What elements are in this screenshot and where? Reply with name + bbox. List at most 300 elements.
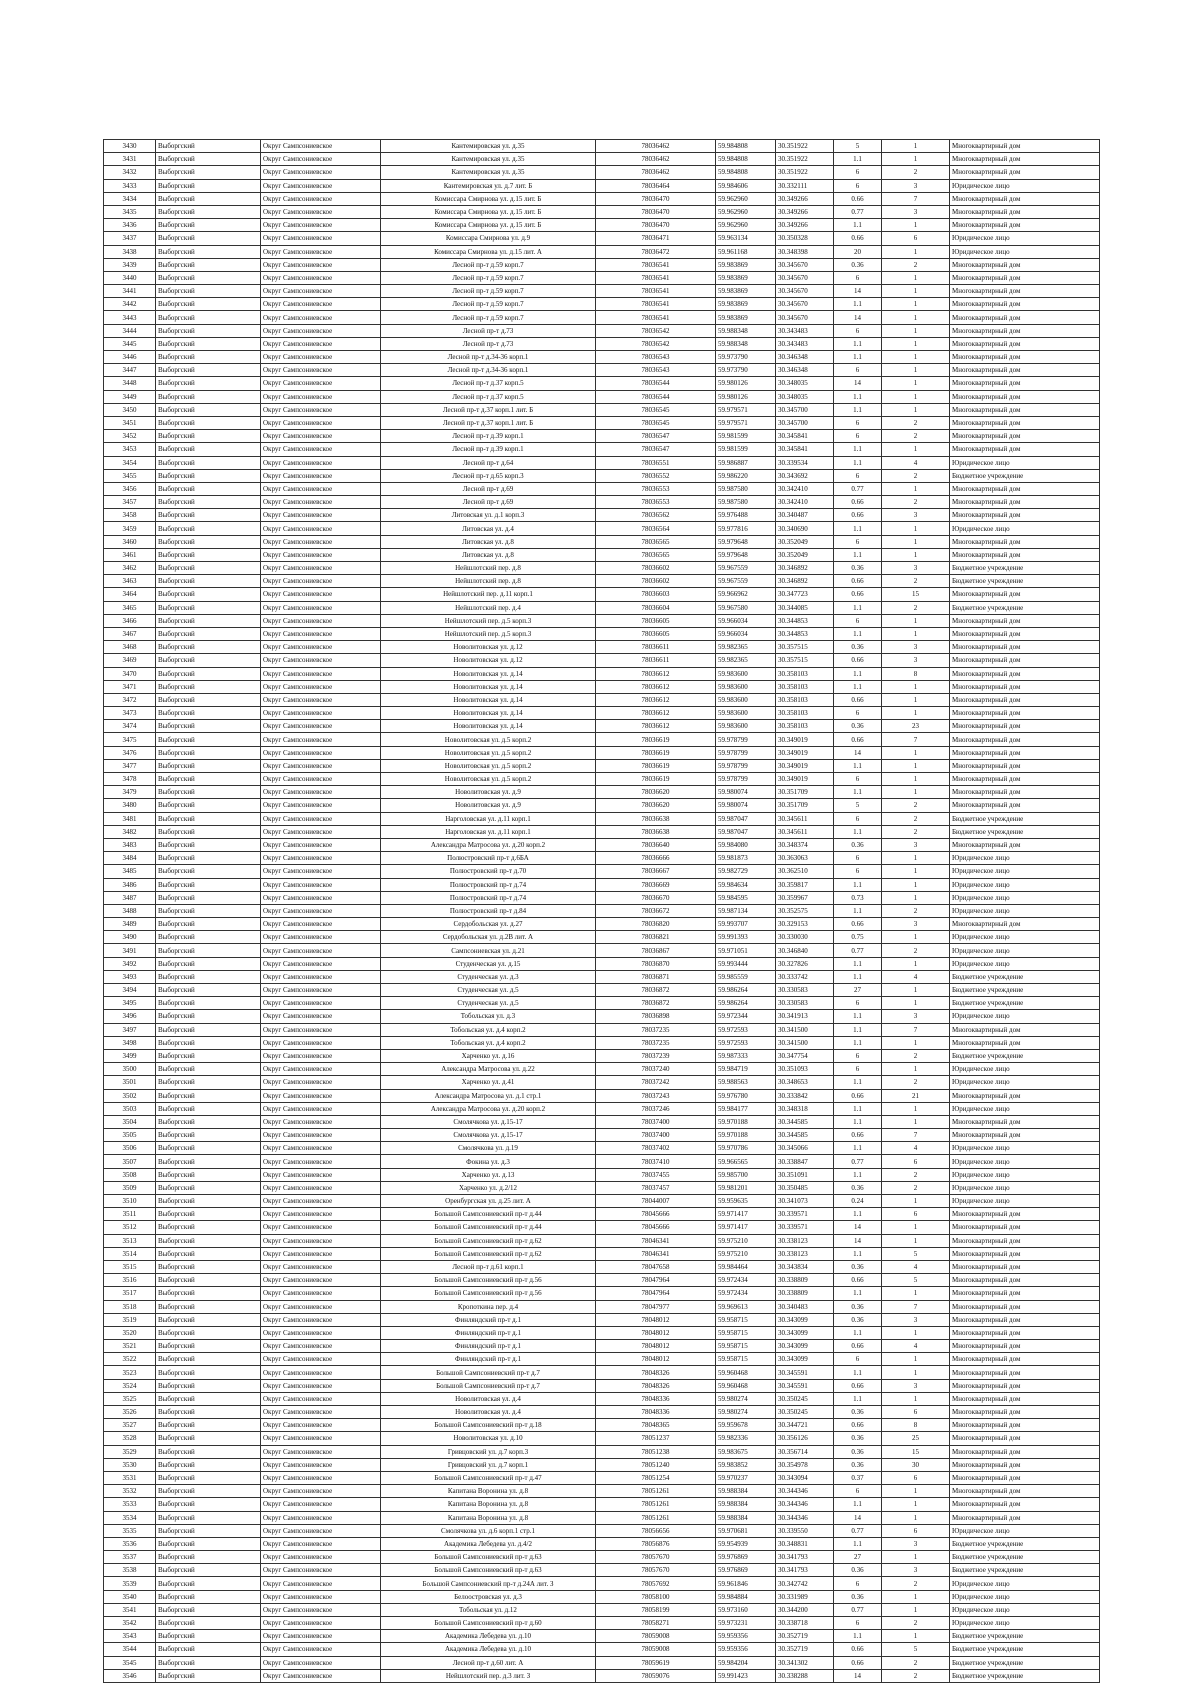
container-volume-cell: 6 <box>834 1353 882 1366</box>
latitude-cell: 59.972434 <box>716 1274 776 1287</box>
table-row <box>104 1326 1100 1339</box>
municipal-district-cell: Округ Сампсониевское <box>261 1195 381 1208</box>
container-volume-cell: 14 <box>834 1511 882 1524</box>
container-volume-cell: 0.75 <box>834 931 882 944</box>
object-type-cell: Многоквартирный дом <box>950 1247 1100 1260</box>
container-count-cell: 1 <box>882 245 950 258</box>
container-volume-cell: 0.37 <box>834 1471 882 1484</box>
latitude-cell: 59.988563 <box>716 1076 776 1089</box>
row-number-cell: 3461 <box>104 548 156 561</box>
table-row <box>104 1577 1100 1590</box>
object-type-cell: Многоквартирный дом <box>950 1419 1100 1432</box>
district-cell: Выборгский <box>156 245 261 258</box>
object-type-cell: Бюджетное учреждение <box>950 601 1100 614</box>
district-cell: Выборгский <box>156 179 261 192</box>
container-count-cell: 2 <box>882 258 950 271</box>
latitude-cell: 59.980126 <box>716 390 776 403</box>
row-number-cell: 3485 <box>104 865 156 878</box>
table-row <box>104 654 1100 667</box>
municipal-district-cell: Округ Сампсониевское <box>261 324 381 337</box>
longitude-cell: 30.345841 <box>776 443 834 456</box>
table-row <box>104 496 1100 509</box>
container-volume-cell: 6 <box>834 1577 882 1590</box>
table-row <box>104 931 1100 944</box>
container-volume-cell: 0.66 <box>834 1129 882 1142</box>
longitude-cell: 30.342410 <box>776 496 834 509</box>
district-cell: Выборгский <box>156 509 261 522</box>
district-cell: Выборгский <box>156 1537 261 1550</box>
object-type-cell: Многоквартирный дом <box>950 1340 1100 1353</box>
district-cell: Выборгский <box>156 1353 261 1366</box>
district-cell: Выборгский <box>156 575 261 588</box>
row-number-cell: 3448 <box>104 377 156 390</box>
district-cell: Выборгский <box>156 1432 261 1445</box>
municipal-district-cell: Округ Сампсониевское <box>261 364 381 377</box>
row-number-cell: 3529 <box>104 1445 156 1458</box>
object-code-cell: 78036612 <box>596 707 716 720</box>
container-count-cell: 1 <box>882 403 950 416</box>
object-type-cell: Многоквартирный дом <box>950 1274 1100 1287</box>
address-cell: Большой Сампсониевский пр-т д.63 <box>381 1551 596 1564</box>
row-number-cell: 3443 <box>104 311 156 324</box>
object-type-cell: Многоквартирный дом <box>950 667 1100 680</box>
row-number-cell: 3523 <box>104 1366 156 1379</box>
district-cell: Выборгский <box>156 1260 261 1273</box>
object-type-cell: Многоквартирный дом <box>950 1234 1100 1247</box>
row-number-cell: 3488 <box>104 904 156 917</box>
object-code-cell: 78045666 <box>596 1221 716 1234</box>
container-volume-cell: 1.1 <box>834 1326 882 1339</box>
container-count-cell: 5 <box>882 1274 950 1287</box>
municipal-district-cell: Округ Сампсониевское <box>261 1458 381 1471</box>
records-table <box>103 139 1100 1683</box>
table-row <box>104 1551 1100 1564</box>
district-cell: Выборгский <box>156 1274 261 1287</box>
container-count-cell: 4 <box>882 456 950 469</box>
district-cell: Выборгский <box>156 588 261 601</box>
container-count-cell: 1 <box>882 377 950 390</box>
table-row <box>104 1155 1100 1168</box>
longitude-cell: 30.343099 <box>776 1353 834 1366</box>
table-row <box>104 522 1100 535</box>
municipal-district-cell: Округ Сампсониевское <box>261 509 381 522</box>
district-cell: Выборгский <box>156 232 261 245</box>
longitude-cell: 30.347754 <box>776 1049 834 1062</box>
container-volume-cell: 0.66 <box>834 733 882 746</box>
object-type-cell: Многоквартирный дом <box>950 1511 1100 1524</box>
latitude-cell: 59.958715 <box>716 1340 776 1353</box>
longitude-cell: 30.338809 <box>776 1274 834 1287</box>
object-type-cell: Многоквартирный дом <box>950 430 1100 443</box>
longitude-cell: 30.344085 <box>776 601 834 614</box>
container-count-cell: 3 <box>882 1010 950 1023</box>
longitude-cell: 30.343483 <box>776 324 834 337</box>
container-volume-cell: 1.1 <box>834 904 882 917</box>
container-volume-cell: 1.1 <box>834 219 882 232</box>
row-number-cell: 3478 <box>104 773 156 786</box>
table-row <box>104 562 1100 575</box>
object-type-cell: Многоквартирный дом <box>950 443 1100 456</box>
object-code-cell: 78036551 <box>596 456 716 469</box>
row-number-cell: 3486 <box>104 878 156 891</box>
municipal-district-cell: Округ Сампсониевское <box>261 1643 381 1656</box>
table-row <box>104 997 1100 1010</box>
district-cell: Выборгский <box>156 878 261 891</box>
longitude-cell: 30.341793 <box>776 1564 834 1577</box>
address-cell: Новолитовская ул. д.9 <box>381 799 596 812</box>
row-number-cell: 3438 <box>104 245 156 258</box>
address-cell: Финляндский пр-т д.1 <box>381 1326 596 1339</box>
container-count-cell: 1 <box>882 140 950 153</box>
latitude-cell: 59.970681 <box>716 1524 776 1537</box>
longitude-cell: 30.345700 <box>776 403 834 416</box>
object-code-cell: 78057670 <box>596 1564 716 1577</box>
object-type-cell: Многоквартирный дом <box>950 153 1100 166</box>
address-cell: Белоостровская ул. д.3 <box>381 1590 596 1603</box>
container-count-cell: 1 <box>882 773 950 786</box>
container-count-cell: 1 <box>882 1498 950 1511</box>
municipal-district-cell: Округ Сампсониевское <box>261 535 381 548</box>
latitude-cell: 59.960468 <box>716 1366 776 1379</box>
latitude-cell: 59.983869 <box>716 311 776 324</box>
municipal-district-cell: Округ Сампсониевское <box>261 140 381 153</box>
object-code-cell: 78051240 <box>596 1458 716 1471</box>
longitude-cell: 30.340487 <box>776 509 834 522</box>
object-code-cell: 78036611 <box>596 641 716 654</box>
municipal-district-cell: Округ Сампсониевское <box>261 1603 381 1616</box>
municipal-district-cell: Округ Сампсониевское <box>261 641 381 654</box>
municipal-district-cell: Округ Сампсониевское <box>261 1260 381 1273</box>
district-cell: Выборгский <box>156 140 261 153</box>
object-code-cell: 78036667 <box>596 865 716 878</box>
row-number-cell: 3522 <box>104 1353 156 1366</box>
row-number-cell: 3449 <box>104 390 156 403</box>
row-number-cell: 3442 <box>104 298 156 311</box>
container-volume-cell: 1.1 <box>834 1023 882 1036</box>
latitude-cell: 59.959678 <box>716 1419 776 1432</box>
container-volume-cell: 0.77 <box>834 205 882 218</box>
object-type-cell: Юридическое лицо <box>950 1063 1100 1076</box>
container-volume-cell: 1.1 <box>834 825 882 838</box>
container-count-cell: 1 <box>882 1353 950 1366</box>
container-volume-cell: 0.66 <box>834 575 882 588</box>
table-row <box>104 535 1100 548</box>
object-type-cell: Многоквартирный дом <box>950 1326 1100 1339</box>
container-count-cell: 1 <box>882 746 950 759</box>
longitude-cell: 30.344200 <box>776 1603 834 1616</box>
object-code-cell: 78036472 <box>596 245 716 258</box>
address-cell: Лесной пр-т д.73 <box>381 337 596 350</box>
longitude-cell: 30.357515 <box>776 654 834 667</box>
row-number-cell: 3508 <box>104 1168 156 1181</box>
table-row <box>104 1471 1100 1484</box>
address-cell: Смолячкова ул. д.6 корп.1 стр.1 <box>381 1524 596 1537</box>
container-volume-cell: 6 <box>834 812 882 825</box>
district-cell: Выборгский <box>156 390 261 403</box>
object-type-cell: Многоквартирный дом <box>950 496 1100 509</box>
latitude-cell: 59.972434 <box>716 1287 776 1300</box>
container-count-cell: 1 <box>882 957 950 970</box>
object-code-cell: 78036870 <box>596 957 716 970</box>
district-cell: Выборгский <box>156 984 261 997</box>
row-number-cell: 3457 <box>104 496 156 509</box>
row-number-cell: 3469 <box>104 654 156 667</box>
table-row <box>104 1366 1100 1379</box>
object-code-cell: 78036867 <box>596 944 716 957</box>
district-cell: Выборгский <box>156 1617 261 1630</box>
object-type-cell: Многоквартирный дом <box>950 720 1100 733</box>
address-cell: Большой Сампсониевский пр-т д.47 <box>381 1471 596 1484</box>
container-volume-cell: 0.77 <box>834 944 882 957</box>
address-cell: Новолитовская ул. д.5 корп.2 <box>381 773 596 786</box>
container-count-cell: 7 <box>882 733 950 746</box>
latitude-cell: 59.954939 <box>716 1537 776 1550</box>
container-count-cell: 2 <box>882 430 950 443</box>
container-volume-cell: 1.1 <box>834 786 882 799</box>
row-number-cell: 3524 <box>104 1379 156 1392</box>
municipal-district-cell: Округ Сампсониевское <box>261 1247 381 1260</box>
latitude-cell: 59.967559 <box>716 562 776 575</box>
latitude-cell: 59.982729 <box>716 865 776 878</box>
container-volume-cell: 1.1 <box>834 298 882 311</box>
municipal-district-cell: Округ Сампсониевское <box>261 1353 381 1366</box>
district-cell: Выборгский <box>156 285 261 298</box>
municipal-district-cell: Округ Сампсониевское <box>261 1010 381 1023</box>
row-number-cell: 3482 <box>104 825 156 838</box>
municipal-district-cell: Округ Сампсониевское <box>261 562 381 575</box>
table-row <box>104 1300 1100 1313</box>
district-cell: Выборгский <box>156 1590 261 1603</box>
latitude-cell: 59.984808 <box>716 166 776 179</box>
object-type-cell: Юридическое лицо <box>950 1010 1100 1023</box>
object-code-cell: 78036638 <box>596 825 716 838</box>
container-volume-cell: 1.1 <box>834 443 882 456</box>
latitude-cell: 59.993707 <box>716 918 776 931</box>
longitude-cell: 30.350485 <box>776 1181 834 1194</box>
object-code-cell: 78036612 <box>596 680 716 693</box>
table-row <box>104 430 1100 443</box>
container-volume-cell: 1.1 <box>834 390 882 403</box>
longitude-cell: 30.346348 <box>776 351 834 364</box>
longitude-cell: 30.350328 <box>776 232 834 245</box>
container-count-cell: 15 <box>882 588 950 601</box>
address-cell: Новолитовская ул. д.5 корп.2 <box>381 746 596 759</box>
municipal-district-cell: Округ Сампсониевское <box>261 522 381 535</box>
address-cell: Нарголовская ул. д.11 корп.1 <box>381 825 596 838</box>
container-volume-cell: 0.66 <box>834 1340 882 1353</box>
address-cell: Новолитовская ул. д.12 <box>381 641 596 654</box>
district-cell: Выборгский <box>156 997 261 1010</box>
object-code-cell: 78036553 <box>596 482 716 495</box>
table-row <box>104 773 1100 786</box>
object-code-cell: 78048365 <box>596 1419 716 1432</box>
address-cell: Лесной пр-т д.69 <box>381 482 596 495</box>
container-volume-cell: 0.77 <box>834 1155 882 1168</box>
object-code-cell: 78036553 <box>596 496 716 509</box>
container-volume-cell: 0.66 <box>834 1419 882 1432</box>
longitude-cell: 30.351922 <box>776 153 834 166</box>
object-type-cell: Многоквартирный дом <box>950 1260 1100 1273</box>
object-type-cell: Многоквартирный дом <box>950 1287 1100 1300</box>
latitude-cell: 59.987333 <box>716 1049 776 1062</box>
table-row <box>104 1590 1100 1603</box>
table-row <box>104 1129 1100 1142</box>
row-number-cell: 3497 <box>104 1023 156 1036</box>
latitude-cell: 59.986220 <box>716 469 776 482</box>
longitude-cell: 30.343099 <box>776 1326 834 1339</box>
municipal-district-cell: Округ Сампсониевское <box>261 1234 381 1247</box>
latitude-cell: 59.984464 <box>716 1260 776 1273</box>
latitude-cell: 59.959635 <box>716 1195 776 1208</box>
object-type-cell: Бюджетное учреждение <box>950 1049 1100 1062</box>
table-row <box>104 984 1100 997</box>
district-cell: Выборгский <box>156 865 261 878</box>
address-cell: Новолитовская ул. д.5 корп.2 <box>381 759 596 772</box>
address-cell: Студенческая ул. д.5 <box>381 984 596 997</box>
table-row <box>104 192 1100 205</box>
district-cell: Выборгский <box>156 1221 261 1234</box>
longitude-cell: 30.348318 <box>776 1102 834 1115</box>
container-volume-cell: 0.36 <box>834 1181 882 1194</box>
object-code-cell: 78036542 <box>596 324 716 337</box>
row-number-cell: 3494 <box>104 984 156 997</box>
longitude-cell: 30.349019 <box>776 733 834 746</box>
district-cell: Выборгский <box>156 1392 261 1405</box>
row-number-cell: 3454 <box>104 456 156 469</box>
container-count-cell: 1 <box>882 878 950 891</box>
table-row <box>104 1260 1100 1273</box>
longitude-cell: 30.340483 <box>776 1300 834 1313</box>
row-number-cell: 3512 <box>104 1221 156 1234</box>
container-count-cell: 1 <box>882 1195 950 1208</box>
address-cell: Комиссара Смирнова ул. д.15 лит. А <box>381 245 596 258</box>
longitude-cell: 30.344853 <box>776 627 834 640</box>
table-row <box>104 1485 1100 1498</box>
address-cell: Лесной пр-т д.73 <box>381 324 596 337</box>
row-number-cell: 3447 <box>104 364 156 377</box>
container-count-cell: 6 <box>882 1471 950 1484</box>
object-type-cell: Многоквартирный дом <box>950 1406 1100 1419</box>
row-number-cell: 3433 <box>104 179 156 192</box>
container-count-cell: 25 <box>882 1432 950 1445</box>
longitude-cell: 30.349019 <box>776 759 834 772</box>
object-type-cell: Юридическое лицо <box>950 1181 1100 1194</box>
row-number-cell: 3515 <box>104 1260 156 1273</box>
container-count-cell: 2 <box>882 1669 950 1682</box>
container-volume-cell: 5 <box>834 799 882 812</box>
latitude-cell: 59.985559 <box>716 970 776 983</box>
municipal-district-cell: Округ Сампсониевское <box>261 1392 381 1405</box>
longitude-cell: 30.346348 <box>776 364 834 377</box>
row-number-cell: 3470 <box>104 667 156 680</box>
container-count-cell: 2 <box>882 1076 950 1089</box>
district-cell: Выборгский <box>156 1049 261 1062</box>
table-row <box>104 1181 1100 1194</box>
object-type-cell: Многоквартирный дом <box>950 1366 1100 1379</box>
municipal-district-cell: Округ Сампсониевское <box>261 430 381 443</box>
table-row <box>104 944 1100 957</box>
table-row <box>104 311 1100 324</box>
container-volume-cell: 6 <box>834 364 882 377</box>
latitude-cell: 59.980126 <box>716 377 776 390</box>
latitude-cell: 59.983852 <box>716 1458 776 1471</box>
container-count-cell: 7 <box>882 1129 950 1142</box>
object-type-cell: Юридическое лицо <box>950 1076 1100 1089</box>
container-volume-cell: 0.36 <box>834 1458 882 1471</box>
object-code-cell: 78044007 <box>596 1195 716 1208</box>
latitude-cell: 59.987580 <box>716 482 776 495</box>
latitude-cell: 59.971051 <box>716 944 776 957</box>
object-code-cell: 78036547 <box>596 443 716 456</box>
latitude-cell: 59.981201 <box>716 1181 776 1194</box>
container-volume-cell: 0.36 <box>834 562 882 575</box>
longitude-cell: 30.358103 <box>776 680 834 693</box>
container-count-cell: 1 <box>882 1392 950 1405</box>
municipal-district-cell: Округ Сампсониевское <box>261 1577 381 1590</box>
address-cell: Новолитовская ул. д.14 <box>381 667 596 680</box>
object-type-cell: Многоквартирный дом <box>950 285 1100 298</box>
object-type-cell: Многоквартирный дом <box>950 1432 1100 1445</box>
row-number-cell: 3546 <box>104 1669 156 1682</box>
municipal-district-cell: Округ Сампсониевское <box>261 680 381 693</box>
address-cell: Нейшлотский пер. д.3 лит. З <box>381 1669 596 1682</box>
address-cell: Смолячкова ул. д.15-17 <box>381 1129 596 1142</box>
object-type-cell: Многоквартирный дом <box>950 166 1100 179</box>
latitude-cell: 59.985700 <box>716 1168 776 1181</box>
longitude-cell: 30.346892 <box>776 562 834 575</box>
object-type-cell: Юридическое лицо <box>950 1168 1100 1181</box>
object-code-cell: 78036872 <box>596 997 716 1010</box>
object-type-cell: Юридическое лицо <box>950 1524 1100 1537</box>
latitude-cell: 59.982365 <box>716 654 776 667</box>
object-type-cell: Многоквартирный дом <box>950 509 1100 522</box>
latitude-cell: 59.973790 <box>716 351 776 364</box>
address-cell: Большой Сампсониевский пр-т д.44 <box>381 1208 596 1221</box>
municipal-district-cell: Округ Сампсониевское <box>261 271 381 284</box>
address-cell: Капитана Воронина ул. д.8 <box>381 1498 596 1511</box>
table-row <box>104 482 1100 495</box>
longitude-cell: 30.348398 <box>776 245 834 258</box>
container-count-cell: 15 <box>882 1445 950 1458</box>
address-cell: Кантемировская ул. д.35 <box>381 140 596 153</box>
container-volume-cell: 6 <box>834 997 882 1010</box>
latitude-cell: 59.961168 <box>716 245 776 258</box>
table-row <box>104 1274 1100 1287</box>
object-code-cell: 78036619 <box>596 746 716 759</box>
address-cell: Новолитовская ул. д.4 <box>381 1392 596 1405</box>
address-cell: Полюстровский пр-т д.6БА <box>381 852 596 865</box>
object-type-cell: Многоквартирный дом <box>950 838 1100 851</box>
district-cell: Выборгский <box>156 825 261 838</box>
container-count-cell: 7 <box>882 192 950 205</box>
district-cell: Выборгский <box>156 904 261 917</box>
object-type-cell: Многоквартирный дом <box>950 337 1100 350</box>
longitude-cell: 30.345670 <box>776 271 834 284</box>
municipal-district-cell: Округ Сампсониевское <box>261 1023 381 1036</box>
address-cell: Академика Лебедева ул. д.10 <box>381 1643 596 1656</box>
object-type-cell: Юридическое лицо <box>950 865 1100 878</box>
municipal-district-cell: Округ Сампсониевское <box>261 311 381 324</box>
municipal-district-cell: Округ Сампсониевское <box>261 614 381 627</box>
longitude-cell: 30.348831 <box>776 1537 834 1550</box>
container-volume-cell: 1.1 <box>834 957 882 970</box>
container-count-cell: 3 <box>882 562 950 575</box>
table-row <box>104 1564 1100 1577</box>
latitude-cell: 59.979571 <box>716 403 776 416</box>
table-row <box>104 957 1100 970</box>
address-cell: Полюстровский пр-т д.74 <box>381 891 596 904</box>
longitude-cell: 30.330583 <box>776 997 834 1010</box>
